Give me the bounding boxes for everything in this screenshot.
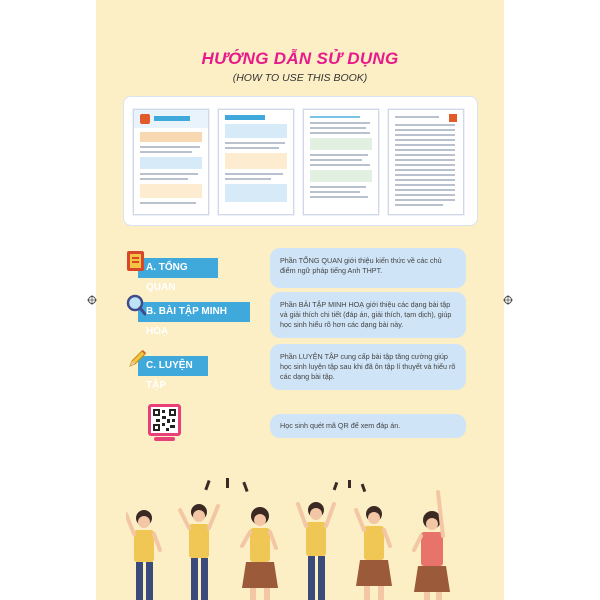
page-preview-panel (123, 96, 478, 226)
registration-mark-icon (503, 295, 513, 305)
book-page (96, 0, 504, 600)
pencil-icon (126, 348, 148, 370)
preview-page-3 (303, 109, 379, 215)
page-title: HƯỚNG DẪN SỬ DỤNG (201, 49, 399, 68)
section-description: Phần BÀI TẬP MINH HOẠ giới thiệu các dạng bài tập và giải thích chi tiết (đáp án, giải thích, tạm dịch), giúp học sinh hiểu rõ hơn các dạng bài này. (270, 292, 466, 338)
page-subtitle: (HOW TO USE THIS BOOK) (232, 72, 368, 84)
qr-code-icon (148, 404, 181, 442)
section-label: B. BÀI TẬP MINH HOẠ (138, 302, 250, 322)
registration-mark-icon (87, 295, 97, 305)
preview-page-1 (133, 109, 209, 215)
preview-page-4 (388, 109, 464, 215)
section-label: A. TỔNG QUAN (138, 258, 218, 278)
qr-description: Học sinh quét mã QR để xem đáp án. (270, 414, 466, 438)
magnifier-icon (126, 294, 146, 316)
section-description: Phần LUYỆN TẬP cung cấp bài tập tăng cường giúp học sinh luyện tập sau khi đã ôn tập lí thuyết và hiểu rõ các dạng bài tập. (270, 344, 466, 390)
section-description: Phần TỔNG QUAN giới thiệu kiến thức về các chủ điểm ngữ pháp tiếng Anh THPT. (270, 248, 466, 288)
book-icon (125, 249, 147, 273)
preview-page-2 (218, 109, 294, 215)
students-illustration (126, 470, 476, 600)
section-label: C. LUYỆN TẬP (138, 356, 208, 376)
